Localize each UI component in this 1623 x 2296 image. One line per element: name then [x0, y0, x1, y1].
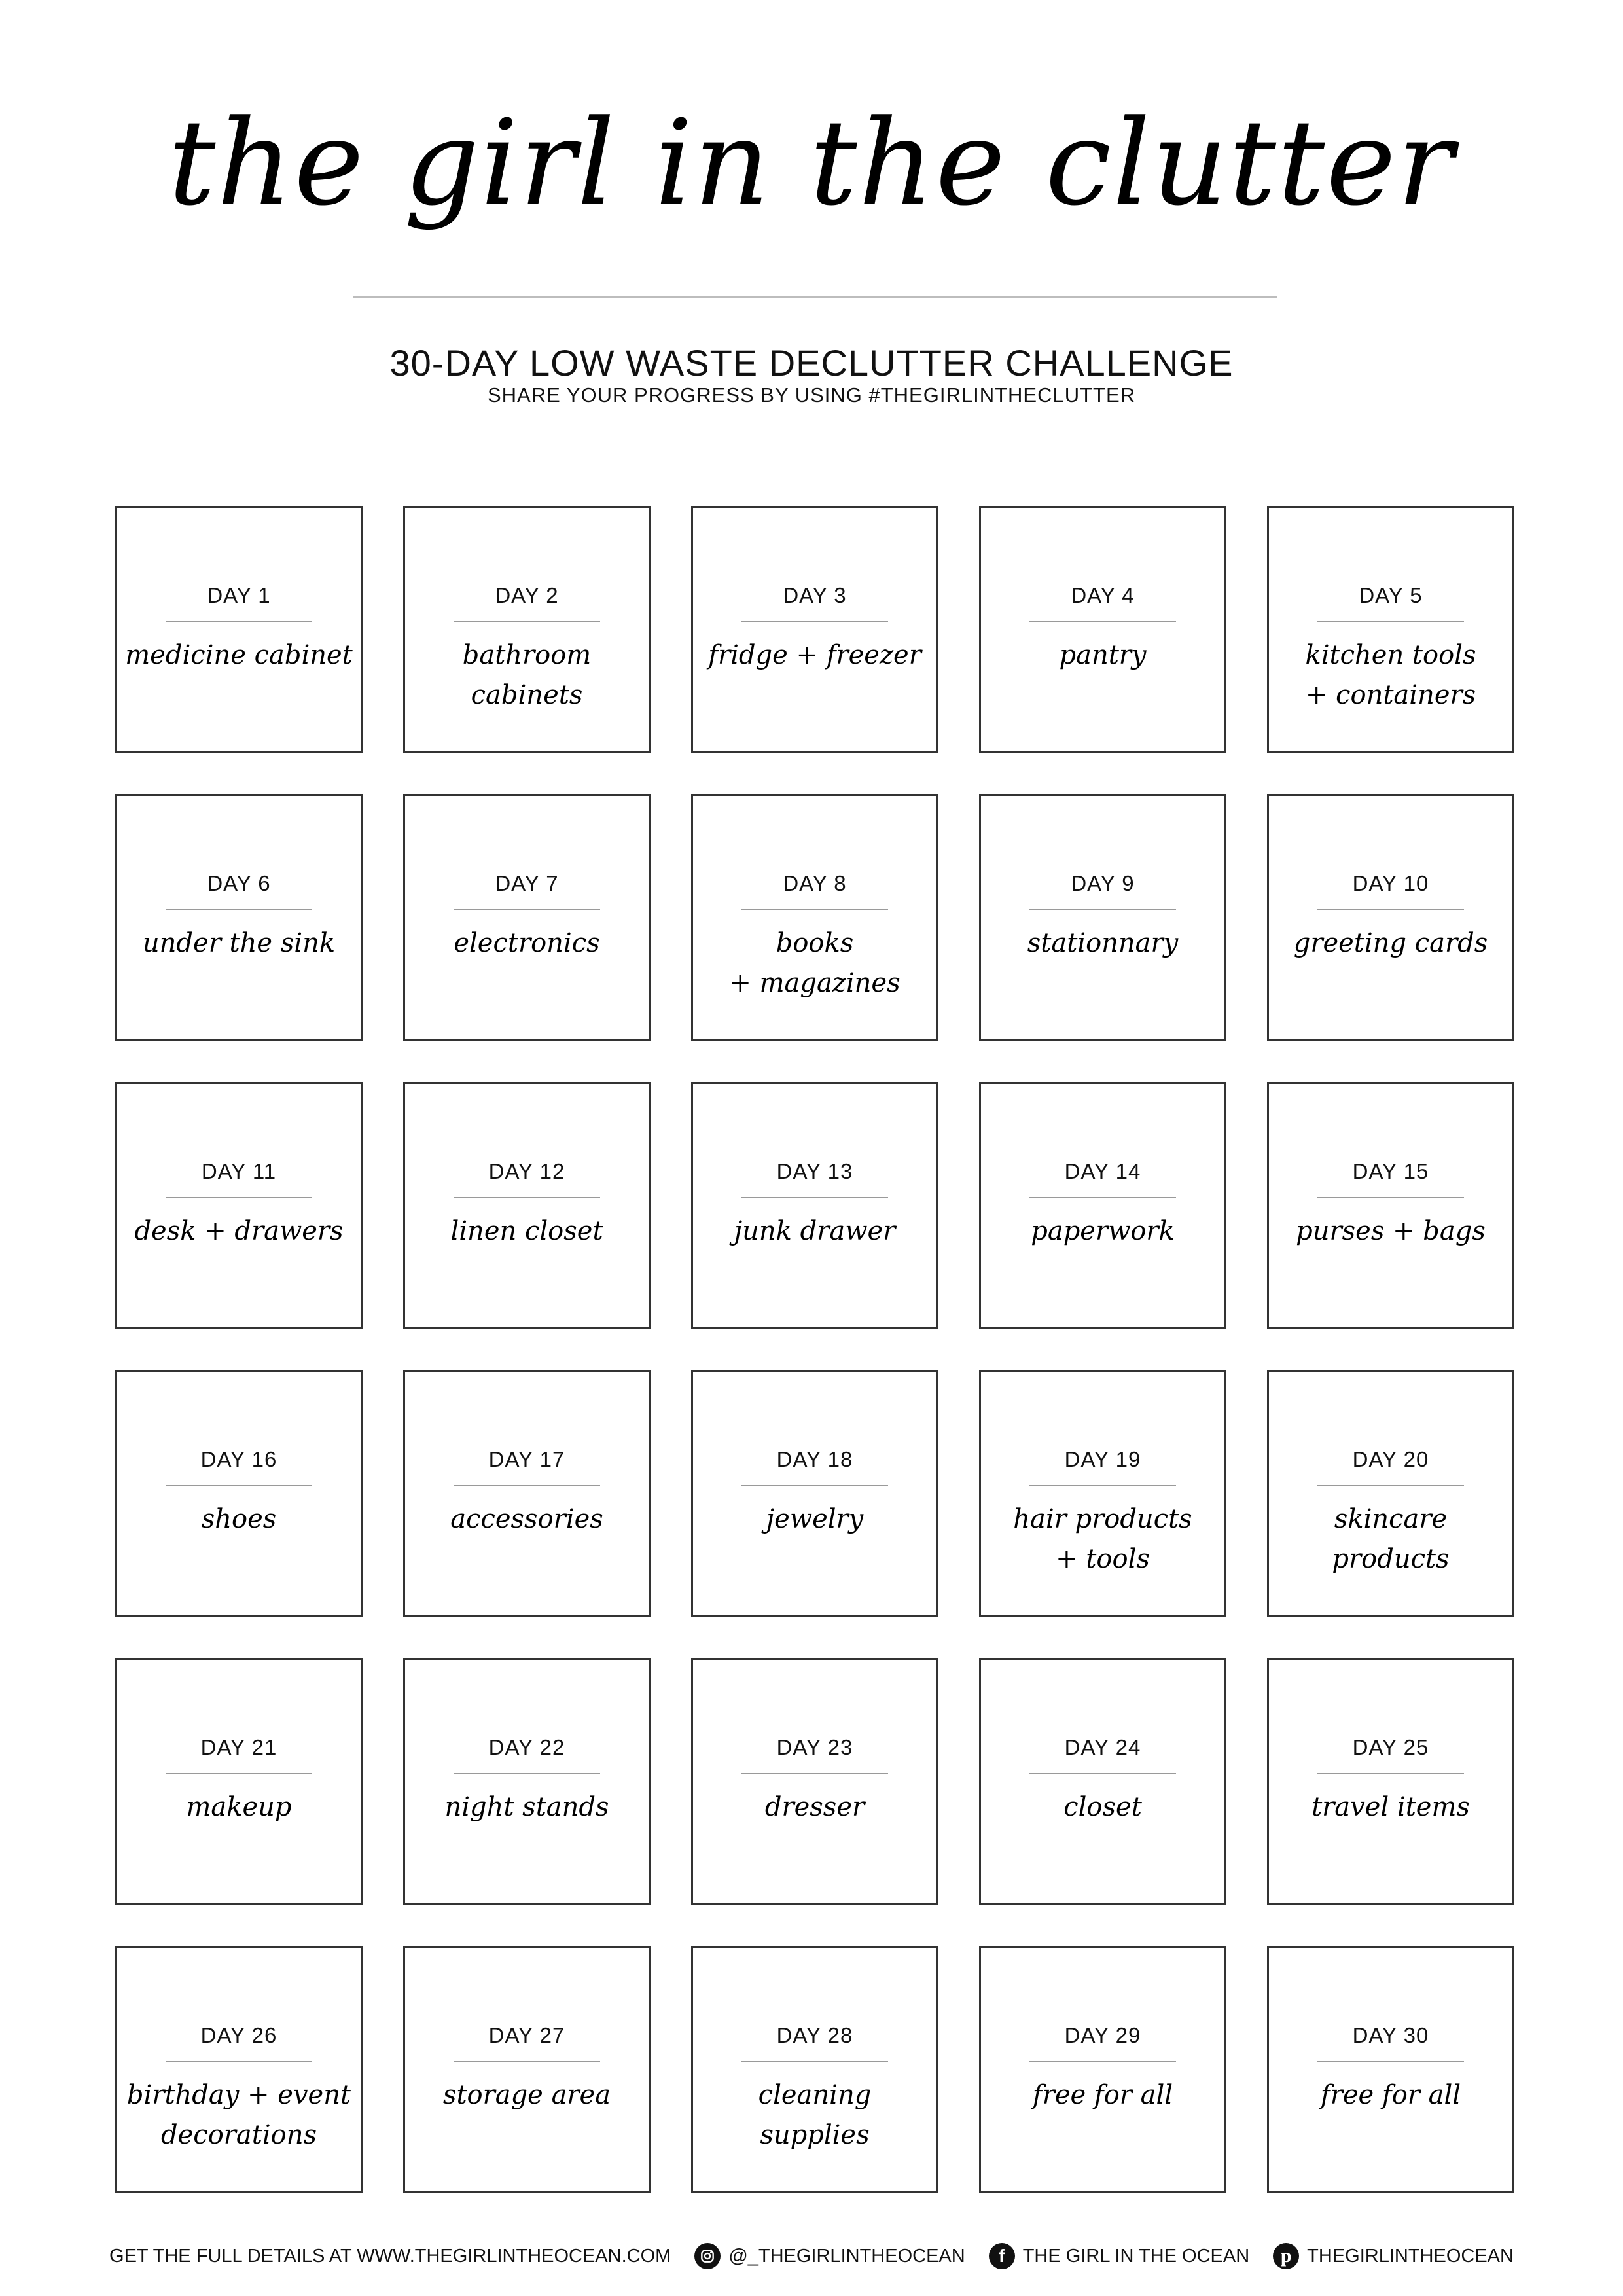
- day-task: kitchen tools + containers: [1305, 640, 1476, 710]
- day-divider: [1029, 621, 1176, 622]
- day-divider: [741, 1773, 888, 1774]
- day-task: storage area: [442, 2080, 611, 2110]
- day-divider: [1317, 1197, 1464, 1198]
- day-label: DAY 16: [200, 1447, 277, 1471]
- day-label: DAY 1: [207, 583, 271, 607]
- day-task: free for all: [1032, 2080, 1173, 2110]
- day-task: shoes: [201, 1504, 277, 1534]
- day-divider: [1029, 909, 1176, 910]
- day-label: DAY 4: [1071, 583, 1135, 607]
- day-label: DAY 8: [783, 871, 847, 895]
- footer-facebook[interactable]: [989, 2243, 1249, 2269]
- day-divider: [741, 909, 888, 910]
- day-task: accessories: [450, 1504, 603, 1534]
- day-card: [403, 1658, 651, 1905]
- footer-instagram[interactable]: [694, 2243, 965, 2269]
- day-divider: [166, 1485, 312, 1486]
- day-label: DAY 10: [1352, 871, 1429, 895]
- page-subtitle: SHARE YOUR PROGRESS BY USING #THEGIRLINTHECLUTTER: [487, 384, 1136, 406]
- day-divider: [1029, 1773, 1176, 1774]
- day-label: DAY 20: [1352, 1447, 1429, 1471]
- day-task: fridge + freezer: [708, 640, 921, 670]
- day-divider: [1317, 1485, 1464, 1486]
- day-card: [979, 506, 1226, 753]
- day-divider: [454, 909, 600, 910]
- day-task: desk + drawers: [134, 1216, 344, 1246]
- day-task: bathroom cabinets: [462, 640, 592, 710]
- day-card: [979, 794, 1226, 1041]
- day-card: [691, 1370, 938, 1617]
- day-task: hair products + tools: [1013, 1504, 1192, 1574]
- day-divider: [1029, 1485, 1176, 1486]
- day-label: DAY 30: [1352, 2023, 1429, 2047]
- day-label: DAY 12: [488, 1159, 565, 1183]
- day-divider: [166, 909, 312, 910]
- page-title: 30-DAY LOW WASTE DECLUTTER CHALLENGE: [389, 342, 1234, 384]
- pinterest-handle: THEGIRLINTHEOCEAN: [1307, 2245, 1514, 2267]
- day-label: DAY 19: [1064, 1447, 1141, 1471]
- day-task: makeup: [186, 1792, 292, 1822]
- day-divider: [166, 2061, 312, 2062]
- day-divider: [454, 1485, 600, 1486]
- day-label: DAY 7: [495, 871, 559, 895]
- day-task: under the sink: [142, 928, 336, 958]
- day-task: electronics: [454, 928, 600, 958]
- day-label: DAY 28: [776, 2023, 853, 2047]
- day-label: DAY 2: [495, 583, 559, 607]
- day-label: DAY 13: [776, 1159, 853, 1183]
- day-task: skincare products: [1332, 1504, 1450, 1574]
- day-label: DAY 5: [1359, 583, 1423, 607]
- day-card: [691, 1946, 938, 2193]
- footer-details-link[interactable]: GET THE FULL DETAILS AT WWW.THEGIRLINTHEOCEAN.COM: [109, 2245, 671, 2267]
- day-card: [403, 1082, 651, 1329]
- day-task: cleaning supplies: [758, 2080, 872, 2150]
- day-card: [115, 794, 363, 1041]
- day-divider: [1317, 2061, 1464, 2062]
- day-task: purses + bags: [1296, 1216, 1486, 1246]
- day-divider: [454, 621, 600, 622]
- challenge-grid: [115, 506, 1516, 2193]
- day-task: medicine cabinet: [125, 640, 353, 670]
- day-label: DAY 27: [488, 2023, 565, 2047]
- day-label: DAY 6: [207, 871, 271, 895]
- day-task: paperwork: [1031, 1216, 1175, 1246]
- brand-logo: the girl in the clutter: [168, 95, 1455, 232]
- day-divider: [741, 621, 888, 622]
- day-card: [979, 1658, 1226, 1905]
- day-divider: [1317, 621, 1464, 622]
- pinterest-icon: p: [1273, 2243, 1299, 2269]
- day-card: [1267, 1082, 1514, 1329]
- day-divider: [454, 1773, 600, 1774]
- day-label: DAY 9: [1071, 871, 1135, 895]
- day-card: [403, 1370, 651, 1617]
- day-divider: [166, 1197, 312, 1198]
- day-divider: [1317, 909, 1464, 910]
- footer-pinterest[interactable]: [1273, 2243, 1514, 2269]
- day-card: [691, 1658, 938, 1905]
- day-card: [1267, 1946, 1514, 2193]
- day-divider: [741, 1197, 888, 1198]
- instagram-icon: [694, 2243, 721, 2269]
- day-card: [403, 506, 651, 753]
- day-divider: [454, 1197, 600, 1198]
- day-divider: [1317, 1773, 1464, 1774]
- day-task: books + magazines: [729, 928, 901, 998]
- day-task: jewelry: [766, 1504, 864, 1534]
- day-label: DAY 14: [1064, 1159, 1141, 1183]
- day-card: [403, 1946, 651, 2193]
- day-divider: [741, 1485, 888, 1486]
- facebook-icon: f: [989, 2243, 1015, 2269]
- day-label: DAY 22: [488, 1735, 565, 1759]
- day-label: DAY 3: [783, 583, 847, 607]
- day-task: pantry: [1059, 640, 1147, 670]
- day-task: stationnary: [1027, 928, 1179, 958]
- day-task: linen closet: [450, 1216, 603, 1246]
- day-card: [979, 1082, 1226, 1329]
- day-label: DAY 23: [776, 1735, 853, 1759]
- day-card: [1267, 506, 1514, 753]
- day-card: [691, 794, 938, 1041]
- day-card: [691, 1082, 938, 1329]
- day-label: DAY 26: [200, 2023, 277, 2047]
- day-divider: [1029, 1197, 1176, 1198]
- day-label: DAY 25: [1352, 1735, 1429, 1759]
- day-card: [1267, 794, 1514, 1041]
- footer: [0, 2240, 1623, 2272]
- day-task: greeting cards: [1293, 928, 1488, 958]
- day-card: [115, 1370, 363, 1617]
- header-divider: [353, 296, 1277, 298]
- day-task: dresser: [764, 1792, 865, 1822]
- day-task: night stands: [444, 1792, 609, 1822]
- day-label: DAY 15: [1352, 1159, 1429, 1183]
- day-card: [979, 1370, 1226, 1617]
- day-divider: [166, 1773, 312, 1774]
- day-card: [979, 1946, 1226, 2193]
- day-divider: [454, 2061, 600, 2062]
- day-divider: [166, 621, 312, 622]
- day-card: [1267, 1658, 1514, 1905]
- day-task: free for all: [1320, 2080, 1461, 2110]
- day-card: [1267, 1370, 1514, 1617]
- day-divider: [1029, 2061, 1176, 2062]
- facebook-handle: THE GIRL IN THE OCEAN: [1022, 2245, 1250, 2267]
- day-card: [115, 1082, 363, 1329]
- day-divider: [741, 2061, 888, 2062]
- day-task: birthday + event decorations: [126, 2080, 351, 2150]
- day-label: DAY 11: [201, 1159, 277, 1183]
- day-label: DAY 24: [1064, 1735, 1141, 1759]
- day-card: [115, 1946, 363, 2193]
- day-task: travel items: [1311, 1792, 1470, 1822]
- day-label: DAY 17: [488, 1447, 565, 1471]
- day-card: [403, 794, 651, 1041]
- day-label: DAY 29: [1064, 2023, 1141, 2047]
- day-card: [115, 1658, 363, 1905]
- day-task: junk drawer: [734, 1216, 896, 1246]
- day-label: DAY 21: [200, 1735, 277, 1759]
- day-label: DAY 18: [776, 1447, 853, 1471]
- day-card: [115, 506, 363, 753]
- instagram-handle: @_THEGIRLINTHEOCEAN: [728, 2245, 965, 2267]
- day-card: [691, 506, 938, 753]
- day-task: closet: [1063, 1792, 1142, 1822]
